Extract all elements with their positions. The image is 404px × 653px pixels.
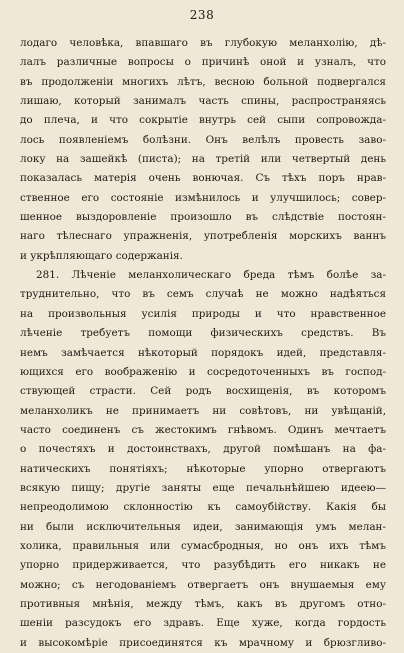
text-line: часто соединенъ съ жестокимъ гнѣвомъ. Одинъ мечтаетъ — [20, 423, 386, 436]
text-line: лалъ различные вопросы о причинѣ оной и узналъ, что — [20, 56, 386, 69]
page-number: 238 — [189, 8, 215, 22]
text-line: и высокомѣріе присоединятся къ мрачному и брюзгливо- — [20, 636, 386, 649]
text-line: всякую пищу; другіе заняты еще печальнѣйшею идеею— — [20, 481, 386, 494]
text-line: натическихъ понятіяхъ; нѣкоторые упорно отвергаютъ — [20, 462, 386, 475]
text-line: ни были исключительныя идеи, занимающія умъ мелан- — [20, 520, 386, 533]
text-line: труднительно, что въ семъ случаѣ не можно надѣяться — [20, 288, 386, 301]
page-text — [20, 34, 386, 653]
text-line: наго тѣлеснаго упражненія, употребленія морскихъ ваннъ — [20, 230, 386, 243]
text-line: меланхоликъ не принимаетъ ни совѣтовъ, ни увѣщаній, — [20, 404, 386, 417]
text-line: на произвольныя усилія природы и что нравственное — [20, 307, 386, 320]
text-line: лось появленіемъ болѣзни. Онъ велѣлъ провесть заво- — [20, 133, 386, 146]
text-line: локу на зашейкѣ (писта); на третій или четвертый день — [20, 153, 386, 166]
text-line: немъ замѣчается нѣкоторый порядокъ идей, представля- — [20, 346, 386, 359]
text-line: лишаю, который занималъ часть спины, распространяясь — [20, 95, 386, 108]
text-line: 281. Лѣченіе меланхолическаго бреда тѣмъ болѣе за- — [36, 269, 386, 282]
text-line: и укрѣпляющаго содержанія. — [20, 249, 183, 262]
text-line: ющихся его воображенію и сосредоточенныхъ въ господ- — [20, 365, 386, 378]
text-line: непреодолимою склонностію къ самоубійству. Какія бы — [20, 501, 386, 514]
text-line: шеніи разсудокъ его здравъ. Еще хуже, когда гордость — [20, 617, 386, 630]
text-line: холика, правильныя или сумасбродныя, но онъ ихъ тѣмъ — [20, 539, 386, 552]
text-line: о почестяхъ и достоинствахъ, другой помѣшанъ на фа- — [20, 443, 386, 456]
text-line: можно; съ негодованіемъ отвергаетъ онъ внушаемыя ему — [20, 578, 386, 591]
text-line: лѣченіе требуетъ помощи физическихъ средствъ. Въ — [20, 327, 386, 340]
text-line: упорно придерживается, что разубѣдить его никакъ не — [20, 559, 386, 572]
text-line: шенное выздоровленіе произошло въ слѣдствіе постоян- — [20, 211, 386, 224]
text-line: ствующей страсти. Сей родъ восхищенія, въ которомъ — [20, 385, 386, 398]
text-line: ственное его состояніе измѣнилось и улучшилось; совер- — [20, 191, 386, 204]
text-line: лодаго человѣка, впавшаго въ глубокую меланхолію, дѣ- — [20, 37, 386, 49]
text-line: до плеча, и что сокрытіе внутрь сей сыпи сопровожда- — [20, 114, 386, 127]
text-line: показалась матерія очень вонючая. Съ тѣхъ поръ нрав- — [20, 172, 386, 185]
text-line: въ продолженіи многихъ лѣтъ, весною больной подвергался — [20, 75, 386, 88]
text-line: противныя мнѣнія, между тѣмъ, какъ въ другомъ отно- — [20, 597, 386, 610]
